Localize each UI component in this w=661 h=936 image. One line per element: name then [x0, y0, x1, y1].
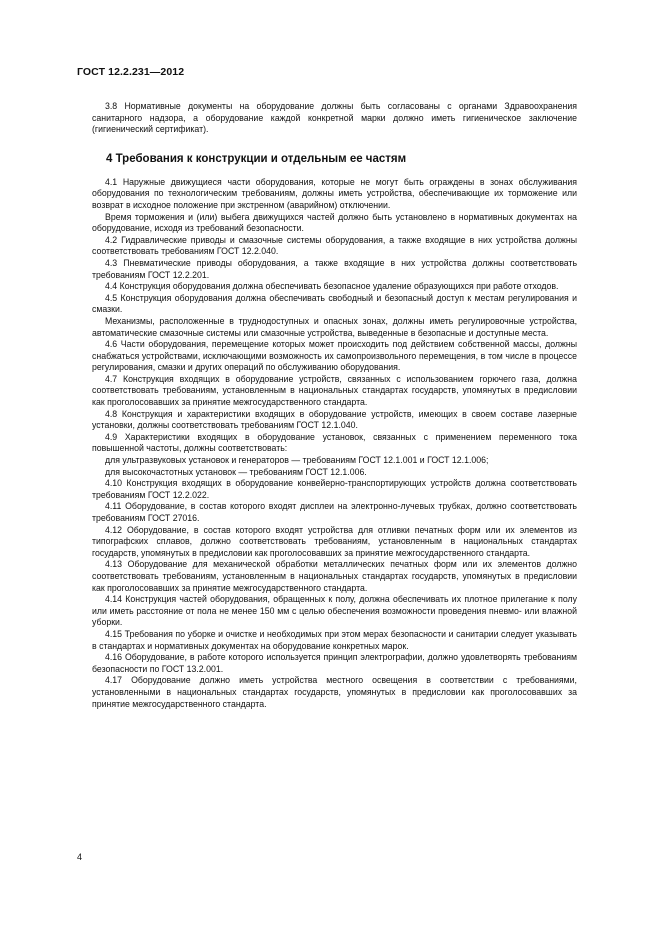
paragraph: 4.4 Конструкция оборудования должна обеспечивать безопасное удаление образующихся при работе отходов. — [105, 281, 559, 292]
paragraph: 4.15 Требования по уборке и очистке и необходимых при этом мерах безопасности и санитарии следует указывать в стандартах и нормативных документах на оборудование конкретных марок. — [92, 628, 577, 651]
document-id: ГОСТ 12.2.231—2012 — [77, 66, 185, 78]
paragraph: 4.5 Конструкция оборудования должна обеспечивать свободный и безопасный доступ к местам регулирования и смазки. — [92, 292, 577, 315]
paragraph: 4.1 Наружные движущиеся части оборудования, которые не могут быть ограждены в зонах обслуживания оборудования по технологическим требованиям, должны иметь устройства, обеспечивающие их торможение или возврат в исходное положение при экстренном (аварийном) отключении. — [92, 176, 577, 210]
paragraph: 4.17 Оборудование должно иметь устройства местного освещения в соответствии с требованиями, установленными в национальных стандартах государств, упомянутых в предисловии как проголосовавших за принятие межгосударственного стандарта. — [92, 675, 577, 709]
paragraph: 4.9 Характеристики входящих в оборудование установок, связанных с применением переменного тока повышенной частоты, должны соответствовать: — [92, 431, 577, 454]
paragraph: Время торможения и (или) выбега движущихся частей должно быть установлено в нормативных документах на оборудование, исходя из требований безопасности. — [92, 211, 577, 234]
intro-block — [92, 101, 577, 136]
page-number: 4 — [77, 852, 83, 862]
paragraph: 4.14 Конструкция частей оборудования, обращенных к полу, должна обеспечивать их плотное прилегание к полу или иметь расстояние от пола не менее 150 мм с целью обеспечения возможности проведения пневмо- или влажной уборки. — [92, 594, 577, 628]
paragraph: 4.8 Конструкция и характеристики входящих в оборудование устройств, имеющих в своем составе лазерные установки, должны соответствовать требованиям ГОСТ 12.1.040. — [92, 408, 577, 431]
paragraph: 4.10 Конструкция входящих в оборудование конвейерно-транспортирующих устройств должна соответствовать требованиям ГОСТ 12.2.022. — [92, 478, 577, 500]
paragraph: 4.3 Пневматические приводы оборудования, а также входящие в них устройства должны соответствовать требованиям ГОСТ 12.2.201. — [92, 257, 577, 280]
paragraph: 3.8 Нормативные документы на оборудование должны быть согласованы с органами Здравоохранения санитарного надзора, а оборудование каждой конкретной марки должно иметь гигиеническое заключение (гигиенический сертификат). — [92, 101, 577, 135]
paragraph: 4.2 Гидравлические приводы и смазочные системы оборудования, а также входящие в них устройства должны соответствовать требованиям ГОСТ 12.2.040. — [92, 234, 577, 257]
paragraph: 4.16 Оборудование, в работе которого используется принцип электрографии, должно удовлетворять требованиям безопасности по ГОСТ 13.2.001. — [92, 652, 577, 674]
paragraph: 4.11 Оборудование, в состав которого входят дисплеи на электронно-лучевых трубках, должно соответствовать требованиям ГОСТ 27016. — [92, 501, 577, 523]
section-paragraphs — [92, 177, 577, 710]
paragraph: для ультразвуковых установок и генераторов — требованиям ГОСТ 12.1.001 и ГОСТ 12.1.006; — [105, 455, 489, 466]
section-heading: 4 Требования к конструкции и отдельным ее частям — [106, 152, 407, 165]
paragraph: 4.12 Оборудование, в состав которого входят устройства для отливки печатных форм или их элементов из типографских сплавов, должно соответствовать требованиям, установленным в национальных стандартах государств, упомянутых в предисловии как проголосовавших за принятие межгосударственного стандарта. — [92, 524, 577, 558]
paragraph: для высокочастотных установок — требованиям ГОСТ 12.1.006. — [105, 466, 367, 477]
paragraph: 4.7 Конструкция входящих в оборудование устройств, связанных с использованием горючего газа, должна соответствовать требованиям, установленным в национальных стандартах государств, упомянутых в предисловии как проголосовавших за принятие межгосударственного стандарта. — [92, 373, 577, 408]
paragraph: 4.13 Оборудование для механической обработки металлических печатных форм или их элементов должно соответствовать требованиям, установленным в национальных стандартах государств, упомянутых в предисловии как проголосовавших за принятие межгосударственного стандарта. — [92, 559, 577, 593]
paragraph: Механизмы, расположенные в труднодоступных и опасных зонах, должны иметь регулировочные устройства, автоматические смазочные системы или смазочные устройства, выведенные в безопасные и доступные места. — [92, 315, 577, 338]
paragraph: 4.6 Части оборудования, перемещение которых может происходить под действием собственной массы, должны снабжаться устройствами, исключающими возможность их самопроизвольного перемещения, в том числе в процессе регулирования, смазки и других операций по обслуживанию оборудования. — [92, 339, 577, 373]
page-body — [92, 101, 577, 710]
